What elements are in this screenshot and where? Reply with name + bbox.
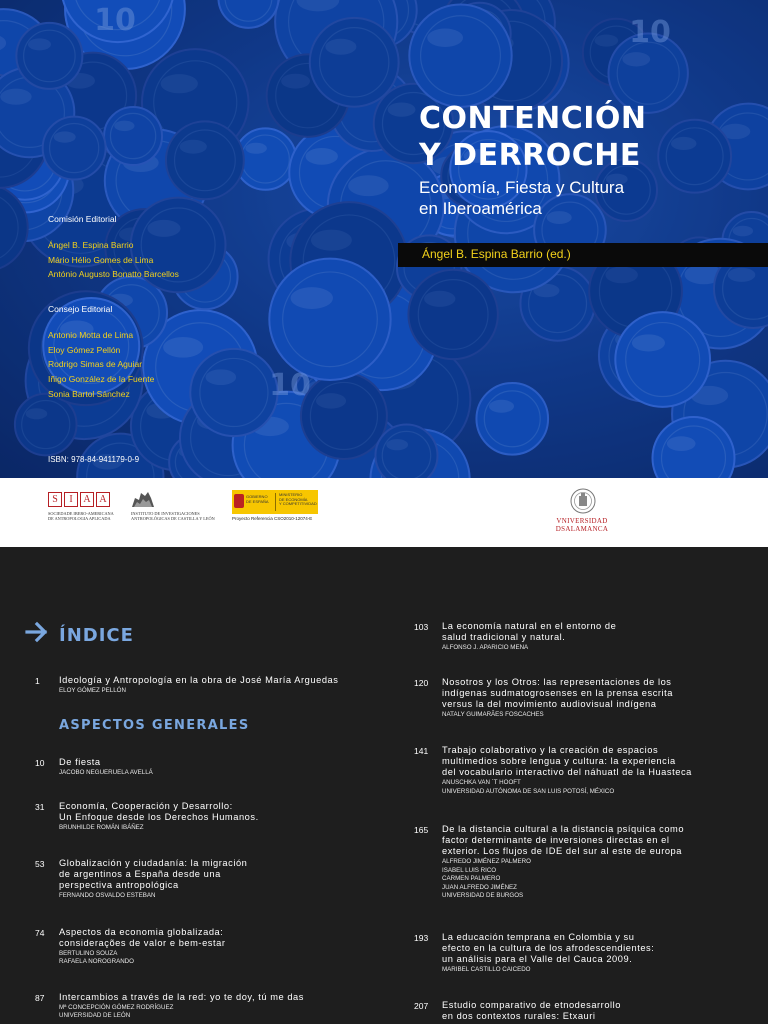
entry-title: [59, 858, 247, 892]
entry-author: UNIVERSIDAD DE BURGOS: [442, 892, 524, 900]
section-heading: ASPECTOS GENERALES: [59, 718, 250, 733]
entry-authors: [442, 711, 544, 720]
entry-title-line: multimedios sobre lengua y cultura: la experiencia: [442, 756, 676, 767]
institute-caption: [131, 511, 215, 521]
cover-title-line: CONTENCIÓN: [419, 101, 647, 136]
entry-title-line: Economía, Cooperación y Desarrollo:: [59, 801, 233, 811]
editor-name-item: Eloy Gómez Pellón: [48, 344, 121, 355]
institute-caption-line: INSTITUTO DE INVESTIGACIONES: [131, 511, 200, 516]
entry-title-line: perspectiva antropológica: [59, 880, 179, 891]
entry-author: BRUNHILDE ROMÁN IBÁÑEZ: [59, 823, 144, 831]
entry-page-number: 31: [35, 802, 45, 812]
siaa-caption-line: SOCIEDADE IBERO-AMERICANA: [48, 511, 114, 516]
entry-title-line: Un Enfoque desde los Derechos Humanos.: [59, 812, 259, 823]
council-list: [48, 328, 154, 402]
entry-page-number: 1: [35, 676, 40, 686]
entry-author: BERTULINO SOUZA: [59, 949, 118, 957]
cover-title: [419, 100, 646, 174]
entry-title: [59, 801, 259, 823]
entry-title-line: en dos contextos rurales: Etxauri: [442, 1011, 596, 1022]
editor-name-item: Iñigo González de la Fuente: [48, 374, 155, 385]
commission-list: [48, 238, 179, 282]
isbn: ISBN: 978-84-941179-0-9: [48, 455, 140, 464]
editor-band: [398, 243, 768, 267]
book-cover: [0, 0, 768, 478]
entry-authors: [59, 950, 134, 967]
gov-text-line: DE ESPAÑA: [246, 498, 269, 504]
entry-authors: [442, 779, 614, 796]
editor-name-item: Sonia Bartol Sánchez: [48, 388, 130, 399]
entry-title: [442, 1000, 621, 1022]
entry-title-line: considerações de valor e bem-estar: [59, 938, 226, 949]
entry-title-line: Nosotros y los Otros: las representaciones de los: [442, 677, 672, 687]
cover-subtitle-line: en Iberoamérica: [419, 199, 542, 218]
entry-title-line: de argentinos a España desde una: [59, 869, 221, 880]
entry-author: UNIVERSIDAD AUTÓNOMA DE SAN LUIS POTOSÍ, MÉXICO: [442, 787, 615, 795]
entry-title-line: La economía natural en el entorno de: [442, 621, 617, 631]
editor-name-item: António Augusto Bonatto Barcellos: [48, 269, 179, 280]
entry-title: [442, 932, 654, 966]
entry-title-line: De fiesta: [59, 757, 101, 767]
university-seal-icon: [570, 488, 596, 514]
entry-author: ALFREDO JIMÉNEZ PALMERO: [442, 858, 531, 866]
entry-page-number: 87: [35, 993, 45, 1003]
entry-title: [59, 757, 101, 768]
entry-page-number: 103: [414, 622, 429, 632]
gov-text-line: GOBIERNO: [246, 494, 268, 499]
entry-author: UNIVERSIDAD DE LEÓN: [59, 1012, 131, 1020]
gov-text-line: DE ECONOMÍA: [279, 496, 308, 502]
entry-authors: [59, 687, 126, 696]
entry-author: MARIBEL CASTILLO CAICEDO: [442, 966, 531, 974]
commission-label: Comisión Editorial: [48, 214, 117, 224]
entry-title-line: factor determinante de inversiones directas en el: [442, 835, 670, 846]
entry-authors: [59, 1004, 173, 1021]
entry-title-line: Ideología y Antropología en la obra de José María Arguedas: [59, 675, 339, 685]
entry-author: FERNANDO OSVALDO ESTEBAN: [59, 892, 156, 900]
entry-author: Mª CONCEPCIÓN GÓMEZ RODRÍGUEZ: [59, 1003, 174, 1011]
entry-title-line: Estudio comparativo de etnodesarrollo: [442, 1000, 622, 1010]
entry-author: ANUSCHKA VAN ´T HOOFT: [442, 779, 521, 787]
index-heading: ÍNDICE: [59, 625, 134, 646]
entry-authors: [59, 824, 144, 833]
table-of-contents: [0, 547, 768, 1024]
entry-page-number: 74: [35, 928, 45, 938]
arrow-right-icon: [25, 621, 51, 643]
entry-authors: [59, 892, 156, 901]
council-label: Consejo Editorial: [48, 304, 113, 314]
entry-page-number: 120: [414, 678, 429, 688]
siaa-letter: I: [64, 492, 78, 507]
entry-title: [442, 745, 692, 779]
entry-title-line: Aspectos da economia globalizada:: [59, 927, 224, 937]
entry-authors: [442, 858, 531, 901]
entry-author: ALFONSO J. APARICIO MENA: [442, 643, 529, 651]
entry-author: ELOY GÓMEZ PELLÓN: [59, 686, 126, 694]
entry-title-line: del vocabulario interactivo del náhuatl de la Huasteca: [442, 767, 692, 778]
cover-title-line: Y DERROCHE: [419, 138, 641, 173]
entry-title-line: versus la del movimiento audiovisual indígena: [442, 699, 657, 710]
entry-title-line: Trabajo colaborativo y la creación de espacios: [442, 745, 659, 755]
university-wordmark-line: VNIVERSIDAD: [556, 517, 608, 525]
editor-name-item: Mário Hélio Gomes de Lima: [48, 254, 154, 265]
entry-title-line: indígenas sudmatogrosenses en la prensa escrita: [442, 688, 674, 699]
institute-caption-line: ANTROPOLÓGICAS DE CASTILLA Y LEÓN: [131, 516, 215, 521]
entry-authors: [59, 769, 153, 778]
entry-title-line: De la distancia cultural a la distancia psíquica como: [442, 824, 685, 834]
siaa-letter: A: [80, 492, 94, 507]
gov-text-line: MINISTERIO: [279, 492, 303, 497]
entry-page-number: 193: [414, 933, 429, 943]
siaa-letter: S: [48, 492, 62, 507]
project-reference: Proyecto Referencia CSO2010-12074-E: [232, 516, 313, 521]
entry-title-line: efecto en la cultura de los afrodescendientes:: [442, 943, 655, 954]
entry-title: [59, 927, 226, 949]
editor-name-item: Ángel B. Espina Barrio: [48, 240, 134, 250]
gov-right-text: [279, 493, 317, 507]
entry-title-line: Globalización y ciudadanía: la migración: [59, 858, 248, 868]
entry-title-line: salud tradicional y natural.: [442, 632, 566, 643]
entry-authors: [442, 644, 528, 653]
entry-page-number: 141: [414, 746, 429, 756]
entry-author: ISABEL LUIS RICO: [442, 866, 497, 874]
entry-title: [442, 824, 684, 858]
university-wordmark-line: DSALAMANCA: [555, 525, 609, 533]
entry-page-number: 207: [414, 1001, 429, 1011]
coat-of-arms-icon: [234, 494, 244, 508]
entry-title-line: un análisis para el Valle del Cauca 2009.: [442, 954, 633, 965]
logos-strip: [0, 478, 768, 547]
gov-left-text: [246, 495, 269, 504]
siaa-letter: A: [96, 492, 110, 507]
entry-page-number: 10: [35, 758, 45, 768]
entry-title: [59, 675, 338, 686]
entry-author: CARMEN PALMERO: [442, 875, 501, 883]
entry-title-line: Intercambios a través de la red: yo te doy, tú me das: [59, 992, 304, 1002]
gov-divider: [275, 493, 276, 511]
entry-title: [59, 992, 304, 1003]
government-logo: [232, 490, 318, 514]
editor-name: Ángel B. Espina Barrio (ed.): [422, 247, 571, 261]
entry-author: JACOBO NEGUERUELA AVELLÁ: [59, 768, 153, 776]
institute-emblem-icon: [131, 490, 155, 508]
entry-title-line: exterior. Los flujos de IDE del sur al este de europa: [442, 846, 682, 857]
siaa-caption-line: DE ANTROPOLOGIA APLICADA: [48, 516, 111, 521]
university-wordmark: [552, 517, 612, 533]
entry-author: NATALY GUIMARÃES FOSCACHES: [442, 711, 544, 719]
gov-text-line: Y COMPETITIVIDAD: [279, 501, 317, 507]
entry-title: [442, 621, 616, 643]
siaa-caption: [48, 511, 114, 521]
cover-subtitle: [419, 177, 624, 219]
cover-subtitle-line: Economía, Fiesta y Cultura: [419, 178, 625, 197]
entry-authors: [442, 966, 530, 975]
entry-title-line: La educación temprana en Colombia y su: [442, 932, 635, 942]
entry-author: JUAN ALFREDO JIMÉNEZ: [442, 883, 517, 891]
entry-author: RAFAELA NOROGRANDO: [59, 958, 134, 966]
entry-page-number: 53: [35, 859, 45, 869]
editor-name-item: Antonio Motta de Lima: [48, 330, 134, 340]
entry-title: [442, 677, 673, 711]
entry-page-number: 165: [414, 825, 429, 835]
editor-name-item: Rodrigo Simas de Aguiar: [48, 359, 143, 370]
